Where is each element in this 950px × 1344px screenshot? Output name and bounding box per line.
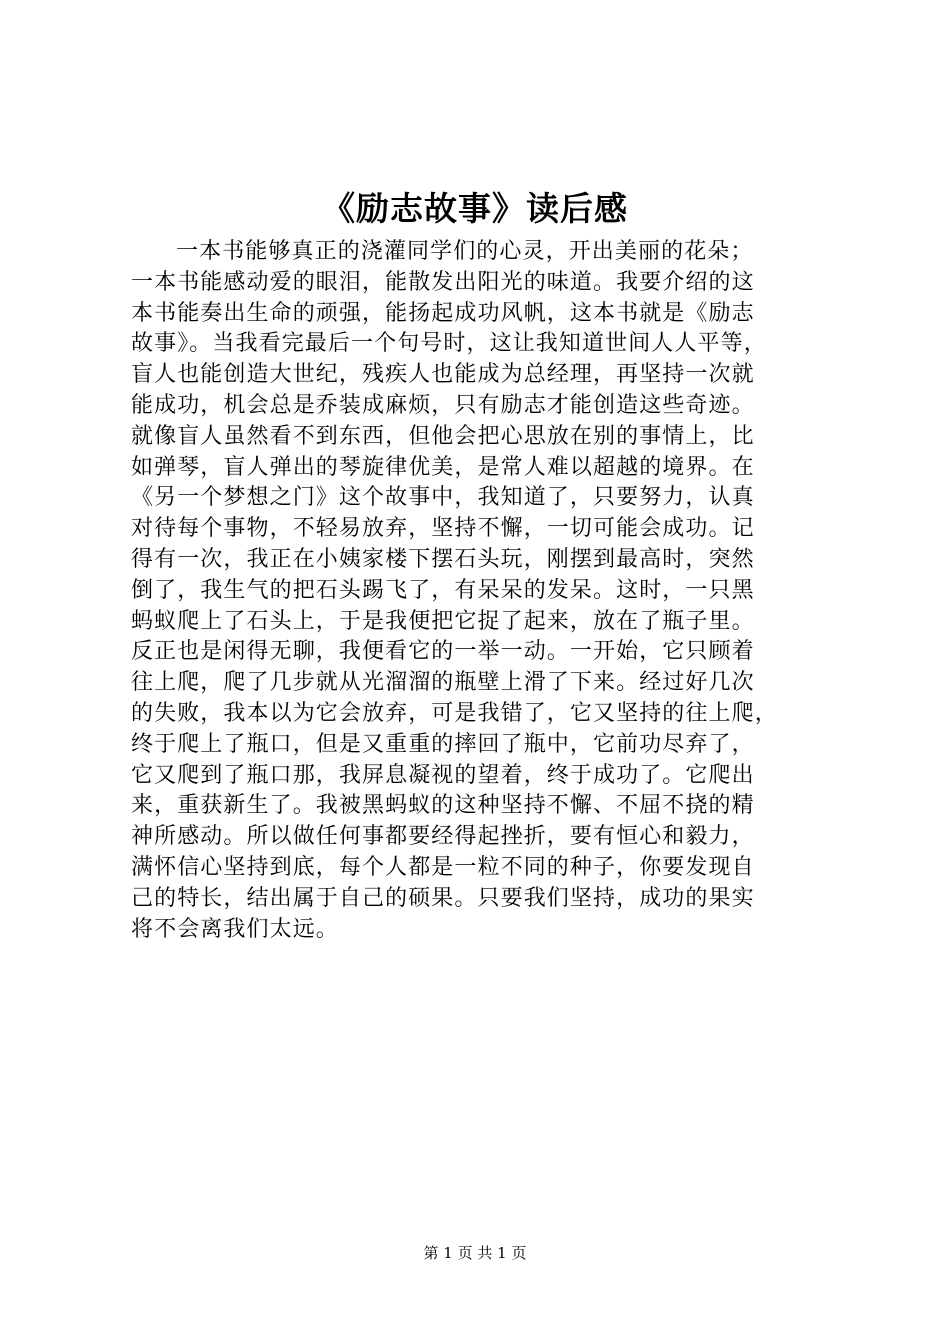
body-line: 往上爬，爬了几步就从光溜溜的瓶壁上滑了下来。经过好几次: [131, 670, 755, 696]
body-line: 蚂蚁爬上了石头上，于是我便把它捉了起来，放在了瓶子里。: [131, 608, 755, 634]
body-line: 将不会离我们太远。: [131, 916, 339, 942]
document-title: 《励志故事》读后感: [322, 189, 628, 228]
body-line: 反正也是闲得无聊，我便看它的一举一动。一开始，它只顾着: [131, 639, 755, 665]
body-line: 一本书能感动爱的眼泪，能散发出阳光的味道。我要介绍的这: [131, 269, 755, 295]
body-line: 本书能奏出生命的顽强，能扬起成功风帆，这本书就是《励志: [131, 300, 755, 326]
body-line: 盲人也能创造大世纪，残疾人也能成为总经理，再坚持一次就: [131, 362, 755, 388]
body-line: 《另一个梦想之门》这个故事中，我知道了，只要努力，认真: [131, 485, 755, 511]
body-line: 如弹琴，盲人弹出的琴旋律优美，是常人难以超越的境界。在: [131, 454, 755, 480]
body-line: 故事》。当我看完最后一个句号时，这让我知道世间人人平等，: [131, 331, 767, 357]
body-line: 己的特长，结出属于自己的硕果。只要我们坚持，成功的果实: [131, 885, 755, 911]
body-line: 终于爬上了瓶口，但是又重重的摔回了瓶中，它前功尽弃了，: [131, 731, 755, 757]
body-line: 它又爬到了瓶口那，我屏息凝视的望着，终于成功了。它爬出: [131, 762, 755, 788]
body-line: 的失败，我本以为它会放弃，可是我错了，它又坚持的往上爬，: [131, 700, 778, 726]
body-line: 得有一次，我正在小姨家楼下摆石头玩，刚摆到最高时，突然: [131, 546, 755, 572]
body-line: 对待每个事物，不轻易放弃，坚持不懈，一切可能会成功。记: [131, 516, 755, 542]
body-line: 能成功，机会总是乔装成麻烦，只有励志才能创造这些奇迹。: [131, 392, 755, 418]
body-line: 就像盲人虽然看不到东西，但他会把心思放在别的事情上，比: [131, 423, 755, 449]
body-line: 一本书能够真正的浇灌同学们的心灵，开出美丽的花朵；: [176, 239, 754, 264]
body-line: 倒了，我生气的把石头踢飞了，有呆呆的发呆。这时，一只黑: [131, 577, 755, 603]
document-body: [131, 237, 851, 945]
body-line: 满怀信心坚持到底，每个人都是一粒不同的种子，你要发现自: [131, 854, 755, 880]
body-line: 神所感动。所以做任何事都要经得起挫折，要有恒心和毅力，: [131, 824, 755, 850]
body-line: 来，重获新生了。我被黑蚂蚁的这种坚持不懈、不屈不挠的精: [131, 793, 755, 819]
page-number-footer: 第 1 页 共 1 页: [423, 1244, 527, 1262]
